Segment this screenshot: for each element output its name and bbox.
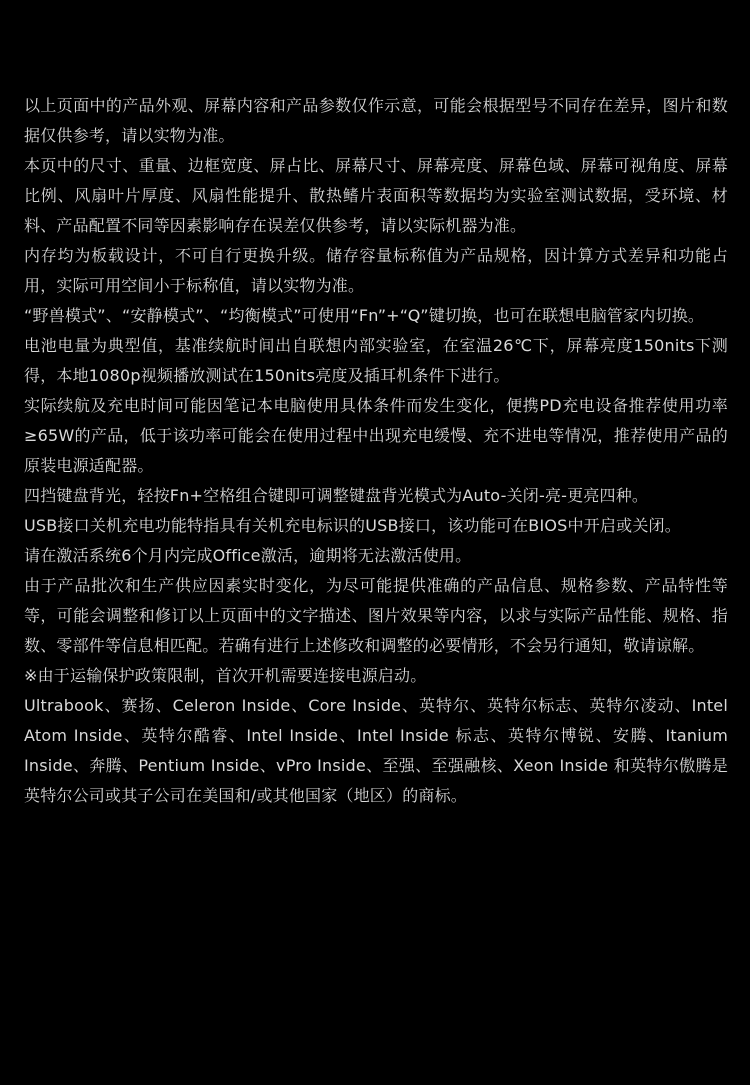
- disclaimer-paragraph-trademarks: Ultrabook、赛扬、Celeron Inside、Core Inside、英特尔、英特尔标志、英特尔凌动、Intel Atom Inside、英特尔酷睿、Intel Inside、Intel Inside 标志、英特尔博锐、安腾、Itanium Inside、奔腾、Pentium Inside、vPro Inside、至强、至强融核、Xeon Inside 和英特尔傲腾是英特尔公司或其子公司在美国和/或其他国家（地区）的商标。: [24, 696, 728, 805]
- disclaimer-paragraph-revisions: 由于产品批次和生产供应因素实时变化，为尽可能提供准确的产品信息、规格参数、产品特性等等，可能会调整和修订以上页面中的文字描述、图片效果等内容，以求与实际产品性能、规格、指数、零部件等信息相匹配。若确有进行上述修改和调整的必要情形，不会另行通知，敬请谅解。: [24, 576, 728, 655]
- disclaimer-paragraph-first-boot: ※由于运输保护政策限制，首次开机需要连接电源启动。: [24, 666, 427, 685]
- disclaimer-paragraph-memory-storage: 内存均为板载设计，不可自行更换升级。储存容量标称值为产品规格，因计算方式差异和功能占用，实际可用空间小于标称值，请以实物为准。: [24, 246, 728, 295]
- disclaimer-paragraph-measurements: 本页中的尺寸、重量、边框宽度、屏占比、屏幕尺寸、屏幕亮度、屏幕色域、屏幕可视角度、屏幕比例、风扇叶片厚度、风扇性能提升、散热鳍片表面积等数据均为实验室测试数据，受环境、材料、产品配置不同等因素影响存在误差仅供参考，请以实际机器为准。: [24, 156, 728, 235]
- disclaimer-paragraph-appearance: 以上页面中的产品外观、屏幕内容和产品参数仅作示意，可能会根据型号不同存在差异，图片和数据仅供参考，请以实物为准。: [24, 96, 728, 145]
- disclaimer-paragraph-usb-charging: USB接口关机充电功能特指具有关机充电标识的USB接口，该功能可在BIOS中开启或关闭。: [24, 516, 681, 535]
- disclaimer-paragraph-charging: 实际续航及充电时间可能因笔记本电脑使用具体条件而发生变化，便携PD充电设备推荐使用功率≥65W的产品，低于该功率可能会在使用过程中出现充电缓慢、充不进电等情况，推荐使用产品的原装电源适配器。: [24, 396, 728, 475]
- disclaimer-paragraph-battery: 电池电量为典型值，基准续航时间出自联想内部实验室，在室温26℃下，屏幕亮度150nits下测得，本地1080p视频播放测试在150nits亮度及插耳机条件下进行。: [24, 336, 728, 385]
- disclaimer-paragraph-office-activation: 请在激活系统6个月内完成Office激活，逾期将无法激活使用。: [24, 546, 472, 565]
- disclaimer-paragraph-keyboard-backlight: 四挡键盘背光，轻按Fn+空格组合键即可调整键盘背光模式为Auto-关闭-亮-更亮四种。: [24, 486, 649, 505]
- disclaimer-text-block: [24, 91, 728, 811]
- disclaimer-paragraph-performance-modes: “野兽模式”、“安静模式”、“均衡模式”可使用“Fn”+“Q”键切换，也可在联想电脑管家内切换。: [24, 306, 705, 325]
